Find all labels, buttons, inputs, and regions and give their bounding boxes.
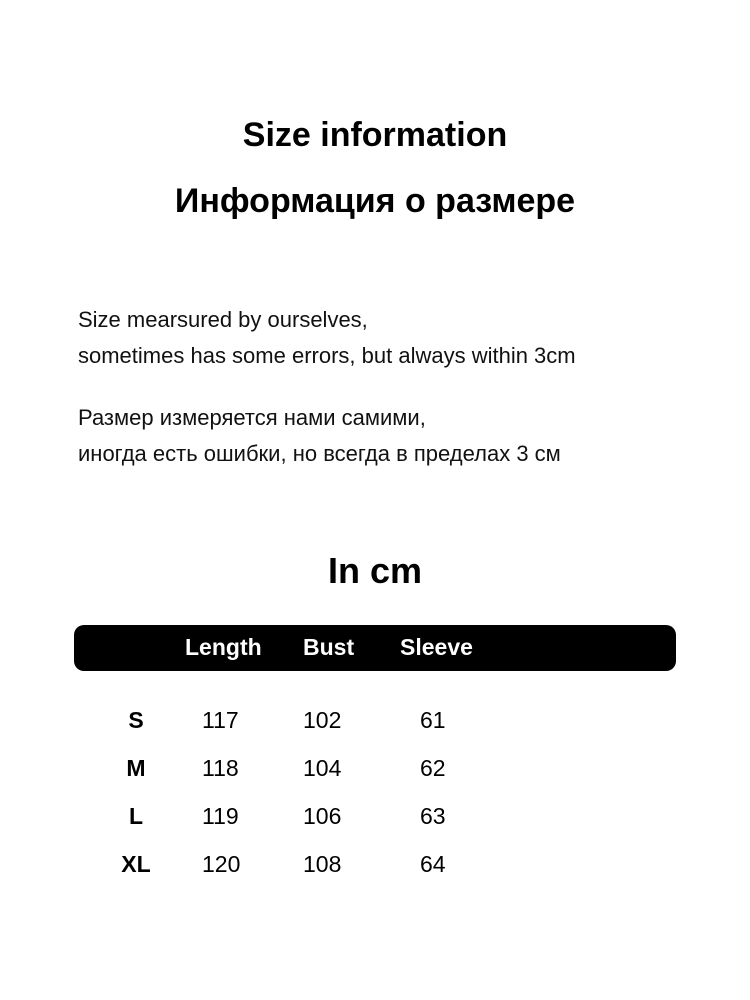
bust-value: 104 <box>303 755 342 781</box>
size-label: M <box>126 755 146 781</box>
length-value: 118 <box>202 755 239 781</box>
title-english: Size information <box>242 116 508 154</box>
bust-value: 102 <box>303 707 342 733</box>
table-row <box>0 851 750 881</box>
note-english-line-1: Size mearsured by ourselves, <box>78 307 368 332</box>
sleeve-value: 63 <box>420 803 446 829</box>
unit-label: In cm <box>327 550 423 591</box>
note-english-line-2: sometimes has some errors, but always within 3cm <box>78 343 576 368</box>
column-header-sleeve: Sleeve <box>400 634 473 660</box>
sleeve-value: 61 <box>420 707 446 733</box>
table-row <box>0 707 750 737</box>
size-label: XL <box>121 851 151 877</box>
table-header <box>74 625 676 671</box>
note-russian-line-1: Размер измеряется нами самими, <box>78 405 426 430</box>
title-russian: Информация о размере <box>174 182 576 220</box>
sleeve-value: 62 <box>420 755 446 781</box>
note-russian <box>78 400 561 472</box>
column-header-bust: Bust <box>303 634 355 660</box>
length-value: 117 <box>202 707 239 733</box>
size-label: L <box>128 803 144 829</box>
table-row <box>0 803 750 833</box>
sleeve-value: 64 <box>420 851 446 877</box>
note-russian-line-2: иногда есть ошибки, но всегда в пределах 3 см <box>78 441 561 466</box>
bust-value: 108 <box>303 851 342 877</box>
table-row <box>0 755 750 785</box>
size-label: S <box>128 707 144 733</box>
bust-value: 106 <box>303 803 342 829</box>
length-value: 119 <box>202 803 239 829</box>
length-value: 120 <box>202 851 241 877</box>
column-header-length: Length <box>185 634 262 660</box>
note-english <box>78 302 576 374</box>
